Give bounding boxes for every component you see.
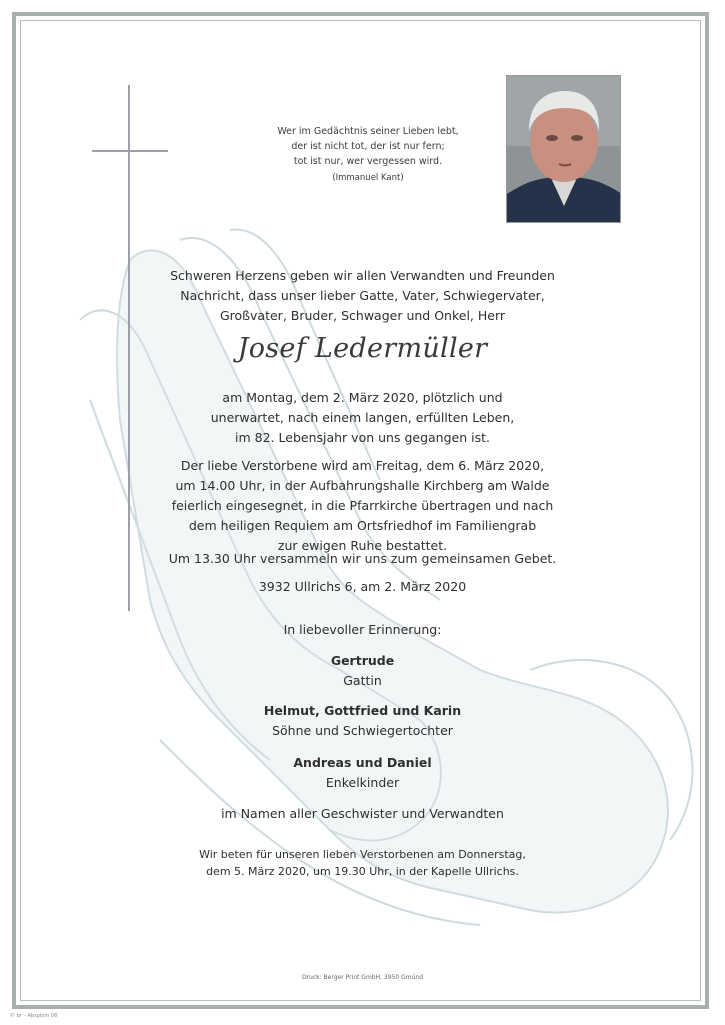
printer-footer: Druck: Berger Print GmbH, 3950 Gmünd (301, 974, 424, 981)
funeral-line: zur ewigen Ruhe bestattet. (277, 538, 448, 553)
mourner-relation: Enkelkinder (325, 775, 400, 790)
mourner-group (0, 753, 725, 793)
funeral-line: Der liebe Verstorbene wird am Freitag, dem 6. März 2020, (180, 458, 545, 473)
intro-line: Schweren Herzens geben wir allen Verwandten und Freunden (170, 268, 555, 283)
intro-paragraph (0, 266, 725, 326)
mourner-names: Helmut, Gottfried und Karin (263, 703, 462, 718)
portrait-image (507, 76, 621, 223)
prayer-gathering: Um 13.30 Uhr versammeln wir uns zum gemeinsamen Gebet. (168, 551, 557, 566)
mourner-relation: Söhne und Schwiegertochter (272, 723, 453, 738)
mourner-names: Andreas und Daniel (293, 755, 432, 770)
portrait-photo (506, 75, 621, 223)
evening-prayer-line: Wir beten für unseren lieben Verstorbenen am Donnerstag, (199, 848, 526, 861)
intro-line: Großvater, Bruder, Schwager und Onkel, Herr (219, 308, 506, 323)
death-notice-line: im 82. Lebensjahr von uns gegangen ist. (235, 430, 490, 445)
mourner-relation: Gattin (343, 673, 382, 688)
siblings-line: im Namen aller Geschwister und Verwandten (221, 806, 504, 821)
death-notice-line: unerwartet, nach einem langen, erfüllten Leben, (210, 410, 515, 425)
copyright-note: © br – Absplom 08 (10, 1013, 58, 1019)
quote-line: der ist nicht tot, der ist nur fern; (291, 141, 445, 152)
cross-horizontal-bar (92, 150, 168, 152)
kant-quote (258, 124, 478, 186)
mourner-group (0, 651, 725, 691)
evening-prayer-paragraph (0, 846, 725, 880)
mourner-names: Gertrude (330, 653, 395, 668)
funeral-paragraph (0, 456, 725, 556)
funeral-line: feierlich eingesegnet, in die Pfarrkirche übertragen und nach (171, 498, 554, 513)
quote-line: Wer im Gedächtnis seiner Lieben lebt, (277, 126, 459, 137)
intro-line: Nachricht, dass unser lieber Gatte, Vater, Schwiegervater, (180, 288, 545, 303)
evening-prayer-line: dem 5. März 2020, um 19.30 Uhr, in der Kapelle Ullrichs. (206, 865, 519, 878)
mourner-group (0, 701, 725, 741)
quote-line: tot ist nur, wer vergessen wird. (293, 156, 443, 167)
funeral-line: dem heiligen Requiem am Ortsfriedhof im Familiengrab (188, 518, 537, 533)
quote-source: (Immanuel Kant) (332, 173, 404, 183)
place-date: 3932 Ullrichs 6, am 2. März 2020 (258, 579, 467, 594)
death-notice-line: am Montag, dem 2. März 2020, plötzlich und (222, 390, 503, 405)
death-notice-paragraph (0, 388, 725, 448)
funeral-line: um 14.00 Uhr, in der Aufbahrungshalle Kirchberg am Walde (175, 478, 550, 493)
memory-heading: In liebevoller Erinnerung: (283, 622, 442, 637)
deceased-name: Josef Ledermüller (237, 333, 488, 364)
